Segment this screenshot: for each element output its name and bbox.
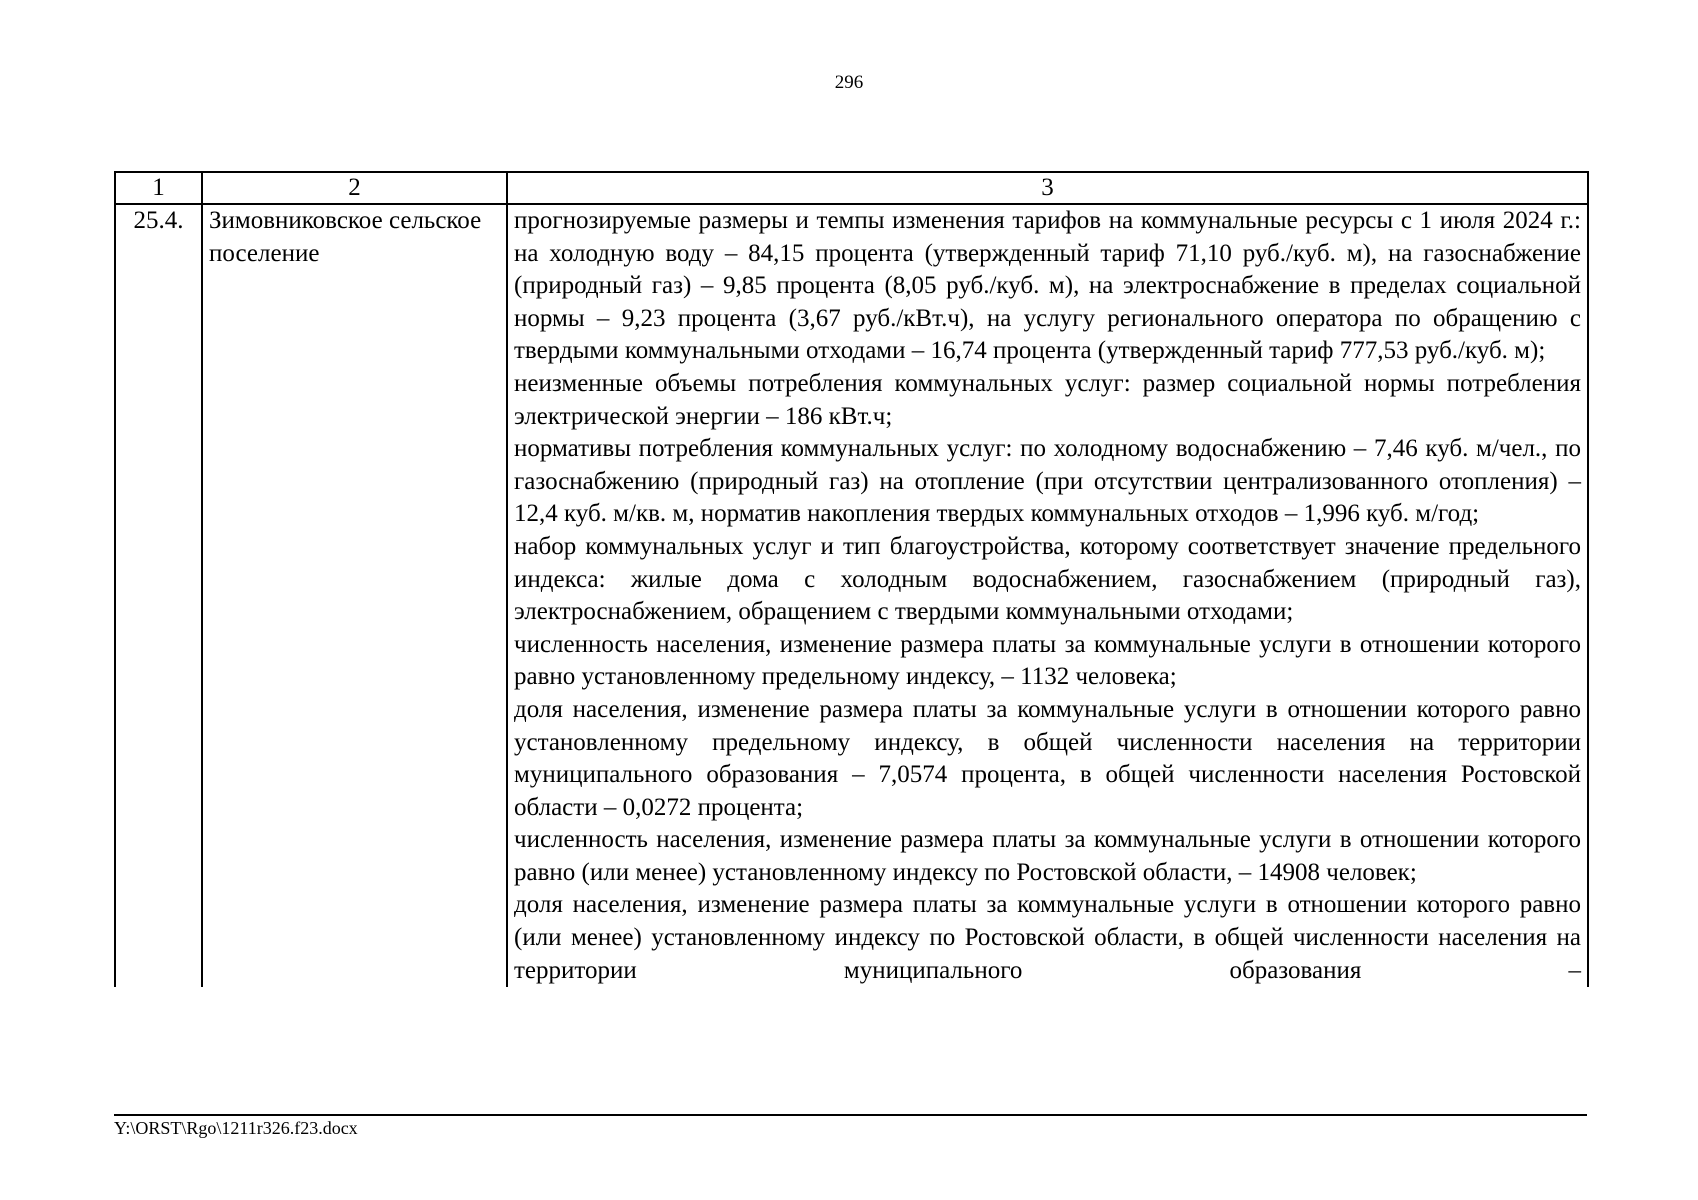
paragraph-services-set: набор коммунальных услуг и тип благоустройства, которому соответствует значение предельного индекса: жилые дома с холодным водоснабжением, газоснабжением (природный газ), электроснабжением, обращением с твердыми коммунальными отходами; <box>514 532 1581 626</box>
footer-file-path: Y:\ORST\Rgo\1211r326.f23.docx <box>114 1118 358 1138</box>
page-number: 296 <box>834 72 864 93</box>
paragraph-population-share: доля населения, изменение размера платы за коммунальные услуги в отношении которого равно установленному предельному индексу, в общей численности населения на территории муниципального образования – 7,0574 процента, в общей численности населения Ростовской области – 0,0272 процента; <box>514 695 1581 821</box>
row-number: 25.4. <box>115 204 202 987</box>
tariff-table <box>114 171 1589 987</box>
settlement-name: Зимовниковское сельское поселение <box>202 204 507 987</box>
paragraph-consumption-norms: нормативы потребления коммунальных услуг: по холодному водоснабжению – 7,46 куб. м/чел., по газоснабжению (природный газ) на отопление (при отсутствии централизованного отопления) – 12,4 куб. м/кв. м, норматив накопления твердых коммунальных отходов – 1,996 куб. м/год; <box>514 435 1581 528</box>
table-header-row <box>115 172 1588 204</box>
paragraph-population-count-regional: численность населения, изменение размера платы за коммунальные услуги в отношении которого равно (или менее) установленному индексу по Ростовской области, – 14908 человек; <box>514 826 1581 886</box>
row-description <box>507 204 1588 987</box>
table-viewport <box>0 171 1698 1116</box>
column-header-3: 3 <box>507 172 1588 204</box>
paragraph-tariffs: прогнозируемые размеры и темпы изменения тарифов на коммунальные ресурсы с 1 июля 2024 г.: на холодную воду – 84,15 процента (утвержденный тариф 71,10 руб./куб. м), на газоснабжение (природный газ) – 9,85 процента (8,05 руб./куб. м), на электроснабжение в пределах социальной нормы – 9,23 процента (3,67 руб./кВт.ч), на услугу регионального оператора по обращению с твердыми коммунальными отходами – 16,74 процента (утвержденный тариф 777,53 руб./куб. м); <box>514 207 1581 365</box>
paragraph-population-count: численность населения, изменение размера платы за коммунальные услуги в отношении которого равно установленному предельному индексу, – 1132 человека; <box>514 630 1581 691</box>
table-row <box>115 204 1588 987</box>
paragraph-population-share-regional: доля населения, изменение размера платы за коммунальные услуги в отношении которого равно (или менее) установленному индексу по Ростовской области, в общей численности населения на территории муниципального образования – <box>514 891 1581 984</box>
column-header-1: 1 <box>115 172 202 204</box>
column-header-2: 2 <box>202 172 507 204</box>
table-bottom-border <box>114 1114 1587 1116</box>
paragraph-consumption-volumes: неизменные объемы потребления коммунальных услуг: размер социальной нормы потребления электрической энергии – 186 кВт.ч; <box>514 369 1581 430</box>
